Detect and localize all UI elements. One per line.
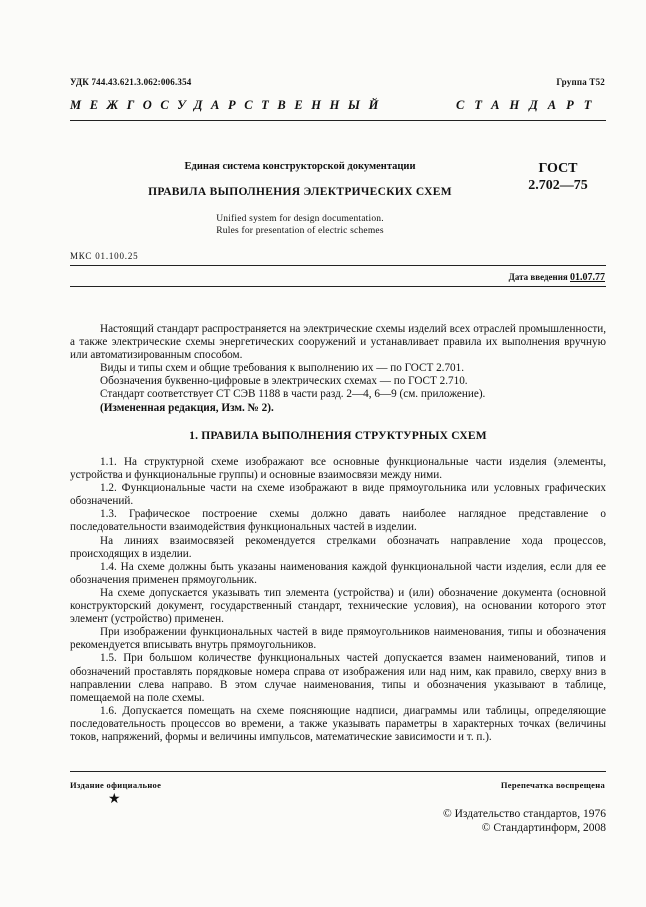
intro-section	[70, 323, 606, 415]
gost-block	[523, 160, 593, 194]
date-rule	[70, 286, 606, 287]
title-rule	[70, 265, 606, 266]
intro-paragraph: Виды и типы схем и общие требования к выполнению их — по ГОСТ 2.701.	[100, 362, 465, 375]
reprint-label: Перепечатка воспрещена	[500, 780, 605, 790]
section-paragraph: 1.5. При большом количестве функциональных частей допускается взамен наименований, типов и обозначений проставлять порядковые номера справа от изображения или над ним, как правило, сверху вниз в направлении слева направо. В этом случае наименования, типы и обозначения указывают в таблице, помещаемой на поле схемы.	[70, 652, 606, 704]
amendment-note: (Измененная редакция, Изм. № 2).	[100, 401, 274, 414]
section-paragraph: 1.6. Допускается помещать на схеме поясняющие надписи, диаграммы или таблицы, определяющие последовательность процессов во времени, а также указывать параметры в характерных точках (величины токов, напряжений, формы и величины импульсов, математические зависимости и т. п.).	[70, 704, 606, 743]
footer-rule	[70, 771, 606, 772]
english-title	[100, 213, 500, 237]
section-paragraph: 1.4. На схеме должны быть указаны наименования каждой функциональной части изделия, если для ее обозначения применен прямоугольник.	[70, 560, 606, 586]
standard-word-standard: СТАНДАРТ	[456, 98, 602, 112]
intro-paragraph: Обозначения буквенно-цифровые в электрических схемах — по ГОСТ 2.710.	[100, 375, 468, 388]
english-title-line2: Rules for presentation of electric schemes	[216, 226, 384, 236]
gost-number: 2.702—75	[528, 178, 588, 193]
section-paragraph: 1.3. Графическое построение схемы должно давать наиболее наглядное представление о последовательности взаимодействия функциональных частей в изделии.	[70, 508, 606, 534]
section-paragraph: При изображении функциональных частей в виде прямоугольников наименования, типы и обозначения рекомендуется вписывать внутрь прямоугольников.	[70, 626, 606, 652]
intro-paragraph: Стандарт соответствует СТ СЭВ 1188 в части разд. 2—4, 6—9 (см. приложение).	[100, 388, 486, 401]
section-paragraph: На линиях взаимосвязей рекомендуется стрелками обозначать направление хода процессов, происходящих в изделии.	[70, 534, 606, 560]
page-title: ПРАВИЛА ВЫПОЛНЕНИЯ ЭЛЕКТРИЧЕСКИХ СХЕМ	[148, 186, 452, 198]
group-code: Группа Т52	[556, 77, 605, 87]
english-title-line1: Unified system for design documentation.	[216, 214, 384, 224]
section-paragraph: 1.1. На структурной схеме изображают все основные функциональные части изделия (элементы, устройства и функциональные группы) и основные взаимосвязи между ними.	[70, 456, 606, 482]
standard-word-interstate: МЕЖГОСУДАРСТВЕННЫЙ	[70, 98, 387, 112]
copyright-line: © Издательство стандартов, 1976	[442, 808, 606, 820]
mks-code: МКС 01.100.25	[70, 251, 139, 261]
udk-code: УДК 744.43.621.3.062:006.354	[70, 77, 192, 87]
header-rule	[70, 120, 606, 121]
intro-paragraph: Настоящий стандарт распространяется на электрические схемы изделий всех отраслей промышленности, а также электрические схемы энергетических сооружений и устанавливает правила их выполнения вручную или автоматизированным способом.	[70, 323, 606, 362]
date-label: Дата введения	[508, 272, 568, 282]
section-body	[70, 456, 606, 744]
effective-date	[430, 272, 605, 283]
gost-label: ГОСТ	[538, 161, 578, 176]
copyright-line: © Стандартинформ, 2008	[481, 822, 606, 834]
section-heading: 1. ПРАВИЛА ВЫПОЛНЕНИЯ СТРУКТУРНЫХ СХЕМ	[189, 430, 487, 442]
star-icon: ★	[108, 792, 121, 807]
date-value: 01.07.77	[570, 272, 605, 283]
section-paragraph: 1.2. Функциональные части на схеме изображают в виде прямоугольника или условных графических обозначений.	[70, 482, 606, 508]
edition-label: Издание официальное	[70, 780, 162, 790]
system-title: Единая система конструкторской документации	[184, 161, 416, 172]
section-paragraph: На схеме допускается указывать тип элемента (устройства) и (или) обозначение документа (основной конструкторский документ, государственный стандарт, технические условия), на основании которого этот элемент (устройство) применен.	[70, 586, 606, 626]
